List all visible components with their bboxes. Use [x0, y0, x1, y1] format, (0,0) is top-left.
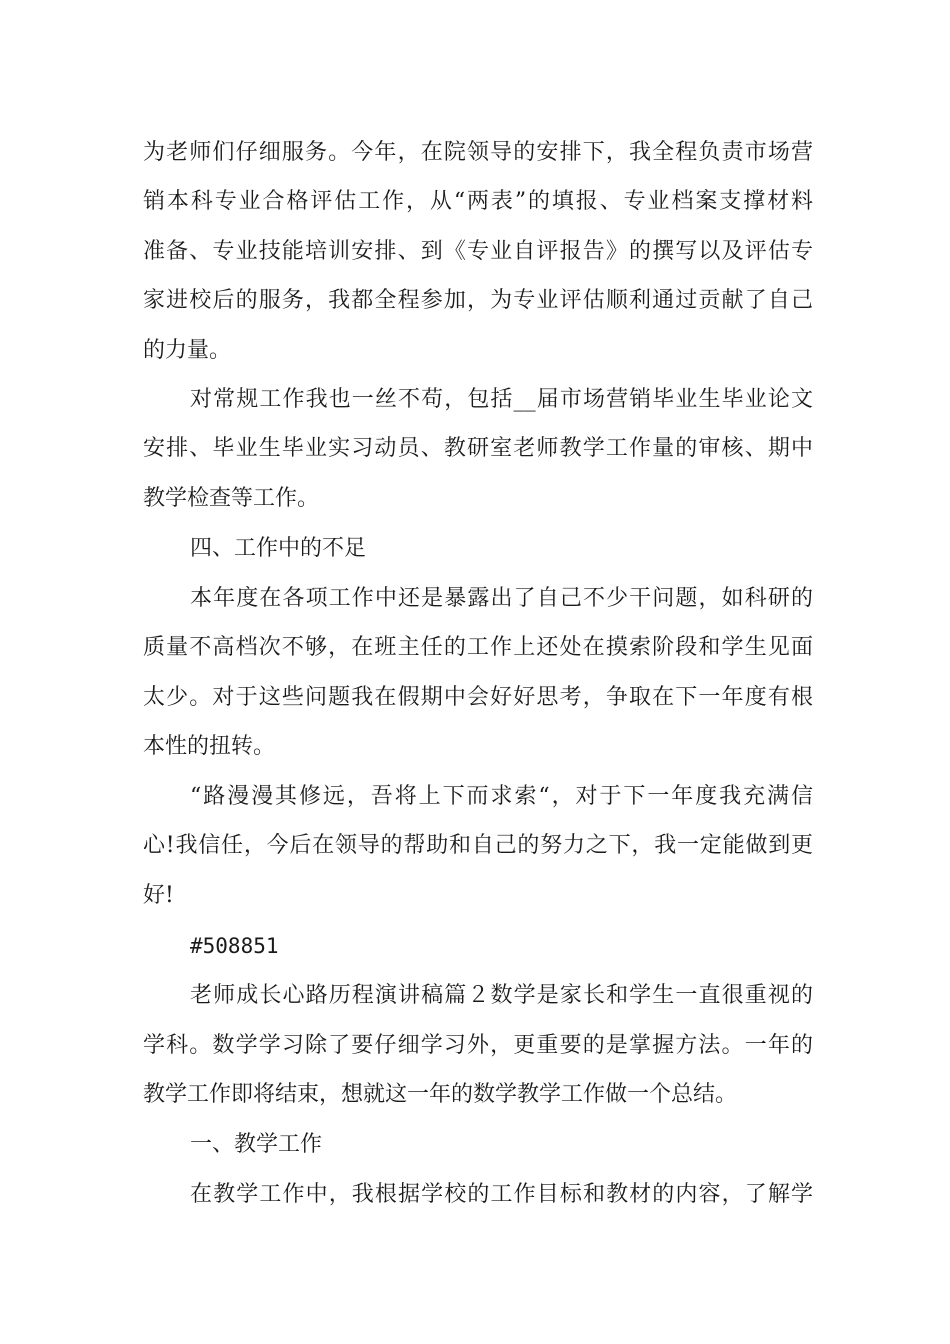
paragraph-line: 好! [143, 883, 174, 908]
paragraph-line: 心!我信任，今后在领导的帮助和自己的努力之下，我一定能做到更 [143, 833, 813, 858]
paragraph-line: 太少。对于这些问题我在假期中会好好思考，争取在下一年度有根 [143, 685, 813, 710]
section-heading: 一、教学工作 [190, 1132, 323, 1157]
paragraph-line: 销本科专业合格评估工作，从“两表”的填报、专业档案支撑材料 [143, 189, 813, 214]
paragraph-line: 对常规工作我也一丝不苟，包括__届市场营销毕业生毕业论文 [190, 387, 813, 412]
paragraph-line: 安排、毕业生毕业实习动员、教研室老师教学工作量的审核、期中 [143, 436, 813, 461]
paragraph-line: “路漫漫其修远，吾将上下而求索“，对于下一年度我充满信 [190, 784, 813, 809]
paragraph-line: 为老师们仔细服务。今年，在院领导的安排下，我全程负责市场营 [143, 140, 813, 165]
paragraph-line: 家进校后的服务，我都全程参加，为专业评估顺利通过贡献了自己 [143, 288, 813, 313]
section-heading: 四、工作中的不足 [190, 536, 367, 561]
paragraph-line: 本年度在各项工作中还是暴露出了自己不少干问题，如科研的 [190, 586, 813, 611]
paragraph-line: 教学工作即将结束，想就这一年的数学教学工作做一个总结。 [143, 1082, 738, 1107]
paragraph-line: 的力量。 [143, 338, 232, 363]
paragraph-line: 质量不高档次不够，在班主任的工作上还处在摸索阶段和学生见面 [143, 635, 813, 660]
paragraph-line: 学科。数学学习除了要仔细学习外，更重要的是掌握方法。一年的 [143, 1033, 813, 1058]
paragraph-line: 准备、专业技能培训安排、到《专业自评报告》的撰写以及评估专 [143, 239, 813, 264]
paragraph-line: 教学检查等工作。 [143, 486, 320, 511]
paragraph-line: 本性的扭转。 [143, 734, 276, 759]
document-id-tag: #508851 [190, 934, 279, 958]
paragraph-line: 在教学工作中，我根据学校的工作目标和教材的内容，了解学 [190, 1182, 813, 1207]
paragraph-line: 老师成长心路历程演讲稿篇２数学是家长和学生一直很重视的 [190, 983, 813, 1008]
